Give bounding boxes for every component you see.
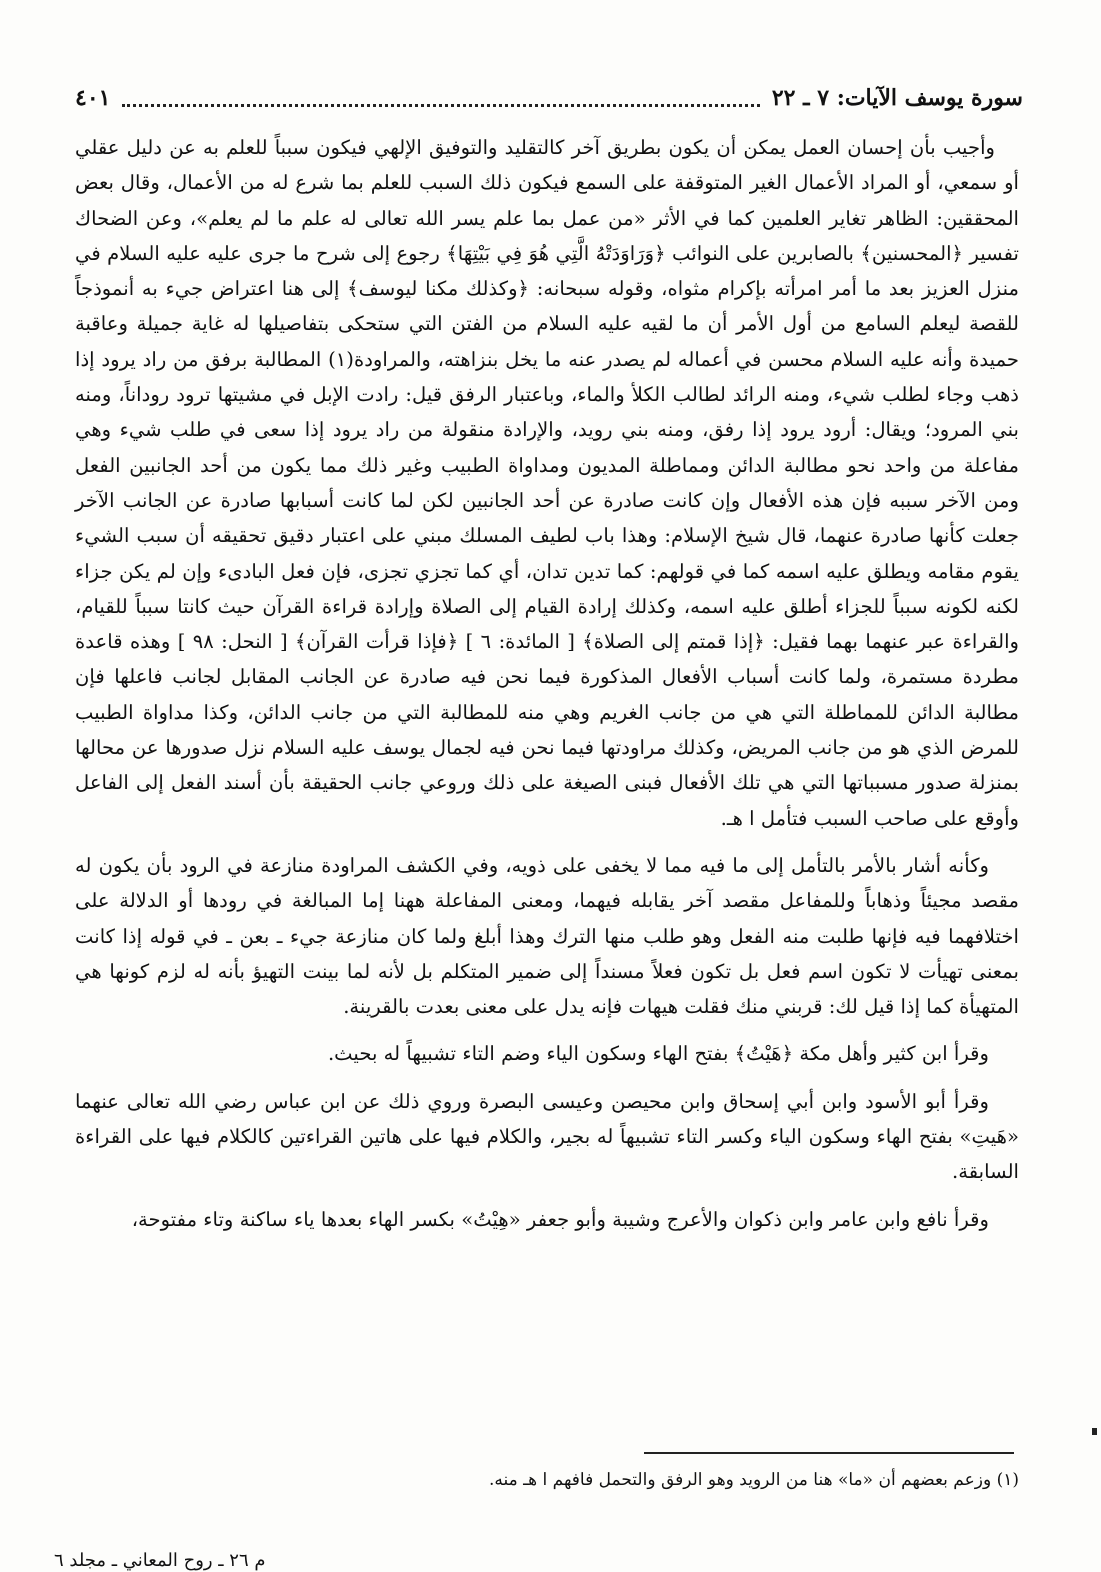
leader-dots bbox=[122, 90, 759, 107]
body-text bbox=[75, 130, 1019, 1249]
footnote: (١) وزعم بعضهم أن «ما» هنا من الرويد وهو الرفق والتحمل فافهم ا هـ منه. bbox=[489, 1470, 1019, 1490]
page-number: ٤٠١ bbox=[75, 85, 111, 111]
paragraph: وقرأ نافع وابن عامر وابن ذكوان والأعرج وشيبة وأبو جعفر «هِيْتُ» بكسر الهاء بعدها ياء ساكنة وتاء مفتوحة، bbox=[131, 1207, 989, 1231]
edge-mark bbox=[1092, 1428, 1097, 1435]
signature-line: م ٢٦ ـ روح المعاني ـ مجلد ٦ bbox=[54, 1550, 266, 1571]
running-header bbox=[75, 78, 1023, 118]
surah-title: سورة يوسف الآيات: ٧ ـ ٢٢ bbox=[771, 85, 1023, 111]
paragraph: وكأنه أشار بالأمر بالتأمل إلى ما فيه مما لا يخفى على ذويه، وفي الكشف المراودة منازعة في الرود بأن يكون له مقصد مجيئاً وذهاباً وللمفاعل مقصد آخر يقابله فيهما، ومعنى المفاعلة ههنا إما المبالغة في رودها أو الدلالة على اختلافهما فيه فإنها طلبت منه الفعل وهو طلب منها الترك وهذا أبلغ ولما كان منازعة جيء ـ بعن ـ في قوله إذا كانت بمعنى تهيأت لا تكون اسم فعل بل تكون فعلاً مسنداً إلى ضمير المتكلم بل لأنه لما بينت التهيؤ بأنه له لزم كونها هي المتهيأة كما إذا قيل لك: قربني منك فقلت هيهات فإنه يدل على معنى بعدت بالقرينة. bbox=[75, 853, 1019, 1019]
paragraph: وقرأ ابن كثير وأهل مكة ﴿هَيْتُ﴾ بفتح الهاء وسكون الياء وضم التاء تشبيهاً له بحيث. bbox=[327, 1042, 989, 1066]
footnote-rule bbox=[644, 1452, 1014, 1454]
paragraph: وقرأ أبو الأسود وابن أبي إسحاق وابن محيصن وعيسى البصرة وروي ذلك عن ابن عباس رضي الله تعالى عنهما «هَيتِ» بفتح الهاء وسكون الياء وكسر التاء تشبيهاً له بجير، والكلام فيها على هاتين القراءتين كالكلام فيها على القراءة السابقة. bbox=[75, 1089, 1019, 1184]
paragraph: وأجيب بأن إحسان العمل يمكن أن يكون بطريق آخر كالتقليد والتوفيق الإلهي فيكون سبباً للعلم به عن دليل عقلي أو سمعي، أو المراد الأعمال الغير المتوقفة على السمع فيكون ذلك السبب للعلم بما شرع له من الأعمال، وقال بعض المحققين: الظاهر تغاير العلمين كما في الأثر «من عمل بما علم يسر الله تعالى له علم ما لم يعلم»، وعن الضحاك تفسير ﴿المحسنين﴾ بالصابرين على النوائب ﴿وَرَاوَدَتْهُ الَّتِي هُوَ فِي بَيْتِهَا﴾ رجوع إلى شرح ما جرى عليه عليه السلام في منزل العزيز بعد ما أمر امرأته بإكرام مثواه، وقوله سبحانه: ﴿وكذلك مكنا ليوسف﴾ إلى هنا اعتراض جيء به أنموذجاً للقصة ليعلم السامع من أول الأمر أن ما لقيه عليه السلام من الفتن التي ستحكى بتفاصيلها له غاية جميلة وعاقبة حميدة وأنه عليه السلام محسن في أعماله لم يصدر عنه ما يخل بنزاهته، والمراودة(١) المطالبة برفق من راد يرود إذا ذهب وجاء لطلب شيء، ومنه الرائد لطالب الكلأ والماء، وباعتبار الرفق قيل: رادت الإبل في مشيتها ترود روداناً، ومنه بني المرود؛ ويقال: أرود يرود إذا رفق، ومنه بني رويد، والإرادة منقولة من راد يرود إذا سعى في طلب شيء وهي مفاعلة من واحد نحو مطالبة الدائن ومماطلة المديون ومداواة الطبيب وغير ذلك مما يكون من أحد الجانبين الفعل ومن الآخر سببه فإن هذه الأفعال وإن كانت صادرة عن أحد الجانبين لكن لما كانت أسبابها صادرة عن الجانب الآخر جعلت كأنها صادرة عنهما، قال شيخ الإسلام: وهذا باب لطيف المسلك مبني على اعتبار دقيق تحقيقه أن سبب الشيء يقوم مقامه ويطلق عليه اسمه كما في قولهم: كما تدين تدان، أي كما تجزي تجزى، فإن فعل البادىء وإن لم يكن جزاء لكنه لكونه سبباً للجزاء أطلق عليه اسمه، وكذلك إرادة القيام إلى الصلاة وإرادة قراءة القرآن حيث كانتا سبباً للقيام، والقراءة عبر عنهما بهما فقيل: ﴿إذا قمتم إلى الصلاة﴾ [ المائدة: ٦ ] ﴿فإذا قرأت القرآن﴾ [ النحل: ٩٨ ] وهذه قاعدة مطردة مستمرة، ولما كانت أسباب الأفعال المذكورة فيما نحن فيه صادرة عن الجانب المقابل لجانب فاعلها فإن مطالبة الدائن للمماطلة التي هي من جانب الغريم وهي منه للمطالبة التي من جانب الدائن، وكذا مداواة الطبيب للمرض الذي هو من جانب المريض، وكذلك مراودتها فيما نحن فيه لجمال يوسف عليه السلام نزل صدورها عن محالها بمنزلة صدور مسبباتها التي هي تلك الأفعال فبنى الصيغة على ذلك وروعي جانب الحقيقة بأن أسند الفعل إلى الفاعل وأوقع على صاحب السبب فتأمل ا هـ. bbox=[75, 136, 1020, 830]
